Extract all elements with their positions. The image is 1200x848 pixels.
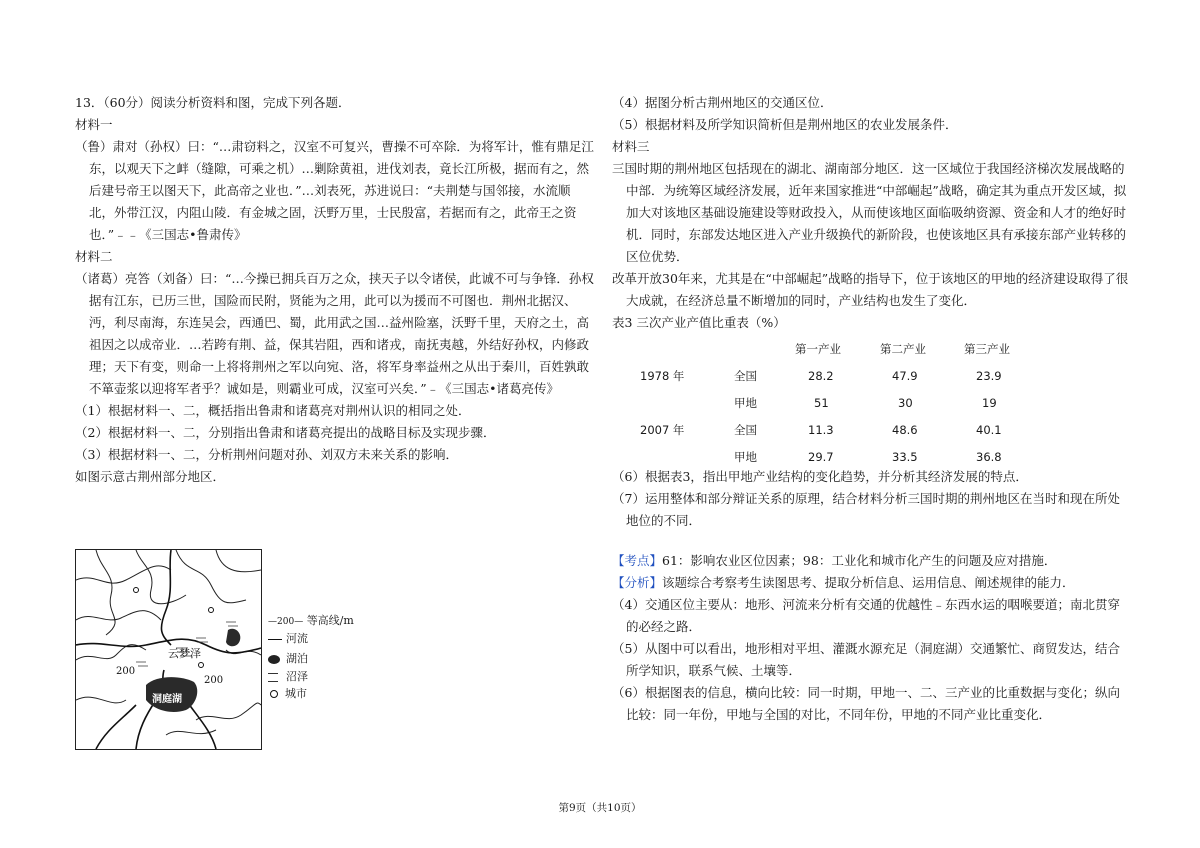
material-3-para-1: 三国时期的荆州地区包括现在的湖北、湖南部分地区．这一区域位于我国经济梯次发展战略的中部．为统筹区域经济发展，近年来国家推进“中部崛起”战略，确定其为重点开发区域，拟加大对该地区基础设施建设等财政投入，从而使该地区面临吸纳资源、资金和人才的绝好时机．同时，东部发达地区进入产业升级换代的新阶段，也使该地区具有承接东部产业转移的区位优势． — [612, 161, 1127, 264]
jingzhou-map — [75, 549, 262, 750]
table-cell: 19 — [982, 396, 997, 410]
label-200-b: 200 — [204, 675, 224, 686]
legend-contour-num: 200 — [277, 617, 295, 627]
table-header: 第一产业 — [795, 342, 841, 356]
table-cell: 36.8 — [976, 450, 1002, 464]
right-column — [612, 92, 1132, 726]
table-year: 1978 年 — [640, 369, 685, 383]
table-region: 全国 — [734, 423, 757, 437]
legend-city: 城市 — [268, 685, 307, 701]
page-footer: 第9页（共10页） — [558, 802, 642, 814]
label-yunmeng: 云梦泽 — [168, 647, 201, 660]
answer-6: （6）根据图表的信息，横向比较：同一时期，甲地一、二、三产业的比重数据与变化；纵向比较：同一年份，甲地与全国的对比，不同年份，甲地的不同产业比重变化． — [612, 685, 1120, 722]
answer-4: （4）交通区位主要从：地形、河流来分析有交通的优越性﹣东西水运的咽喉要道；南北贯穿的必经之路． — [612, 597, 1120, 634]
table-cell: 29.7 — [808, 450, 834, 464]
table-cell: 28.2 — [808, 369, 834, 383]
industry-table — [612, 334, 1132, 466]
table-cell: 33.5 — [892, 450, 918, 464]
map-intro: 如图示意古荆州部分地区． — [75, 469, 226, 484]
table-cell: 40.1 — [976, 423, 1002, 437]
table-cell: 48.6 — [892, 423, 918, 437]
material-3-para-2: 改革开放30年来，尤其是在“中部崛起”战略的指导下，位于该地区的甲地的经济建设取得了很大成就，在经济总量不断增加的同时，产业结构也发生了变化． — [612, 271, 1129, 308]
table-region: 甲地 — [734, 450, 757, 464]
left-column — [75, 92, 595, 488]
question-heading: 13．（60分）阅读分析资料和图，完成下列各题． — [75, 95, 351, 110]
fenxi-text: 该题综合考察考生读图思考、提取分析信息、运用信息、阐述规律的能力． — [662, 575, 1075, 590]
marsh-icon — [268, 673, 278, 682]
table-region: 全国 — [734, 369, 757, 383]
table-cell: 51 — [814, 396, 829, 410]
table-header: 第三产业 — [964, 342, 1010, 356]
answer-5: （5）从图中可以看出，地形相对平坦、灌溉水源充足（洞庭湖）交通繁忙、商贸发达，结合所学知识，联系气候、土壤等． — [612, 641, 1120, 678]
legend-river: 河流 — [268, 630, 308, 646]
table-cell: 23.9 — [976, 369, 1002, 383]
kaodian — [612, 550, 1132, 572]
table-title: 表3 三次产业产值比重表（%） — [612, 315, 786, 330]
table-year: 2007 年 — [640, 423, 685, 437]
table-region: 甲地 — [734, 396, 757, 410]
river-icon — [268, 639, 282, 640]
table-header: 第二产业 — [880, 342, 926, 356]
lake-icon — [268, 655, 280, 664]
label-dongting: 洞庭湖 — [152, 694, 182, 705]
legend-contour: —200— 等高线/m — [268, 614, 354, 627]
legend-contour-label: 等高线/m — [306, 614, 354, 627]
question-5: （5）根据材料及所学知识简析但是荆州地区的农业发展条件． — [612, 117, 958, 132]
question-2: （2）根据材料一、二，分别指出鲁肃和诸葛亮提出的战略目标及实现步骤． — [75, 425, 496, 440]
material-2-title: 材料二 — [75, 249, 113, 264]
material-2-text: （诸葛）亮答（刘备）曰：“…今操已拥兵百万之众，挟天子以令诸侯，此诚不可与争锋．孙权据有江东，已历三世，国险而民附，贤能为之用，此可以为援而不可图也．荆州北据汉、沔，利尽南海，东连吴会，西通巴、蜀，此用武之国…益州险塞，沃野千里，天府之土，高祖因之以成帝业．…若跨有荆、益，保其岩阻，西和诸戎，南抚夷越，外结好孙权，内修政理；天下有变，则命一上将将荆州之军以向宛、洛，将军身率益州之从出于秦川，百姓孰敢不箪壶浆以迎将军者乎？诚如是，则霸业可成，汉室可兴矣．”﹣《三国志•诸葛亮传》 — [75, 271, 594, 396]
material-1-text: （鲁）肃对（孙权）曰：“…肃窃料之，汉室不可复兴，曹操不可卒除．为将军计，惟有鼎足江东，以观天下之衅（缝隙，可乘之机）…剿除黄祖，进伐刘表，竟长江所极，据而有之，然后建号帝王以图天下，此高帝之业也．”…刘表死，苏进说曰：“夫荆楚与国邻接，水流顺北，外带江汉，内阻山陵．有金城之固，沃野万里，士民殷富，若据而有之，此帝王之资也．”﹣﹣《三国志•鲁肃传》 — [75, 139, 594, 242]
map-drawing — [76, 550, 261, 749]
kaodian-text: 61：影响农业区位因素；98：工业化和城市化产生的问题及应对措施． — [662, 553, 1057, 568]
legend-marsh: 沼泽 — [268, 668, 308, 684]
kaodian-tag: 【考点】 — [612, 553, 663, 568]
question-3: （3）根据材料一、二，分析荆州问题对孙、刘双方未来关系的影响． — [75, 447, 458, 462]
table-cell: 11.3 — [808, 423, 834, 437]
fenxi-tag: 【分析】 — [612, 575, 663, 590]
question-4: （4）据图分析古荆州地区的交通区位． — [612, 95, 833, 110]
label-200-a: 200 — [116, 666, 136, 677]
question-6: （6）根据表3，指出甲地产业结构的变化趋势，并分析其经济发展的特点． — [612, 469, 1028, 484]
legend-lake: 湖泊 — [268, 650, 308, 666]
material-1-title: 材料一 — [75, 117, 113, 132]
city-icon — [270, 690, 278, 698]
material-3-title: 材料三 — [612, 139, 650, 154]
question-7: （7）运用整体和部分辩证关系的原理，结合材料分析三国时期的荆州地区在当时和现在所处地位的不同． — [612, 491, 1120, 528]
fenxi — [612, 572, 1132, 594]
table-cell: 47.9 — [892, 369, 918, 383]
table-cell: 30 — [898, 396, 913, 410]
question-1: （1）根据材料一、二，概括指出鲁肃和诸葛亮对荆州认识的相同之处． — [75, 403, 471, 418]
